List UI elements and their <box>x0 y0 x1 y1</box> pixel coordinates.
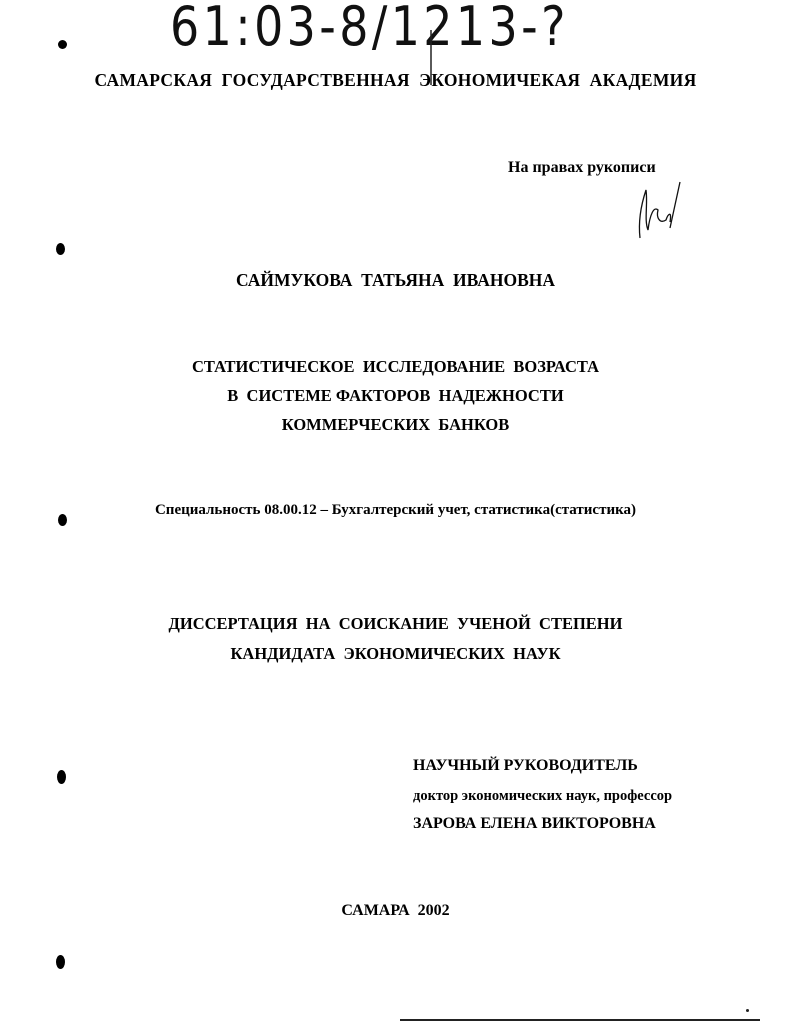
title-line: КОММЕРЧЕСКИХ БАНКОВ <box>281 415 510 434</box>
binding-hole-icon <box>56 955 65 969</box>
binding-hole-icon <box>57 770 66 784</box>
manuscript-rights: На правах рукописи <box>508 159 656 176</box>
author-name: САЙМУКОВА ТАТЬЯНА ИВАНОВНА <box>235 270 556 290</box>
handwritten-number: 61:03-8/1213-? <box>170 0 569 58</box>
scan-dot <box>746 1009 749 1012</box>
title-line: СТАТИСТИЧЕСКОЕ ИССЛЕДОВАНИЕ ВОЗРАСТА <box>191 357 599 376</box>
scan-edge-line <box>400 1019 760 1021</box>
supervisor-name: ЗАРОВА ЕЛЕНА ВИКТОРОВНА <box>413 815 656 832</box>
specialty-line: Специальность 08.00.12 – Бухгалтерский учет, статистика(статистика) <box>154 502 637 518</box>
signature-mark-icon <box>632 180 692 242</box>
city-year: САМАРА 2002 <box>341 902 450 919</box>
academy-name: САМАРСКАЯ ГОСУДАРСТВЕННАЯ ЭКОНОМИЧЕКАЯ АКАДЕМИЯ <box>94 70 697 90</box>
title-line: В СИСТЕМЕ ФАКТОРОВ НАДЕЖНОСТИ <box>227 386 564 405</box>
supervisor-degree: доктор экономических наук, профессор <box>413 788 673 804</box>
dissertation-line: ДИССЕРТАЦИЯ НА СОИСКАНИЕ УЧЕНОЙ СТЕПЕНИ <box>168 614 623 633</box>
binding-hole-icon <box>56 243 65 255</box>
binding-hole-icon <box>58 40 67 49</box>
supervisor-heading: НАУЧНЫЙ РУКОВОДИТЕЛЬ <box>413 757 638 774</box>
dissertation-line: КАНДИДАТА ЭКОНОМИЧЕСКИХ НАУК <box>230 644 561 663</box>
